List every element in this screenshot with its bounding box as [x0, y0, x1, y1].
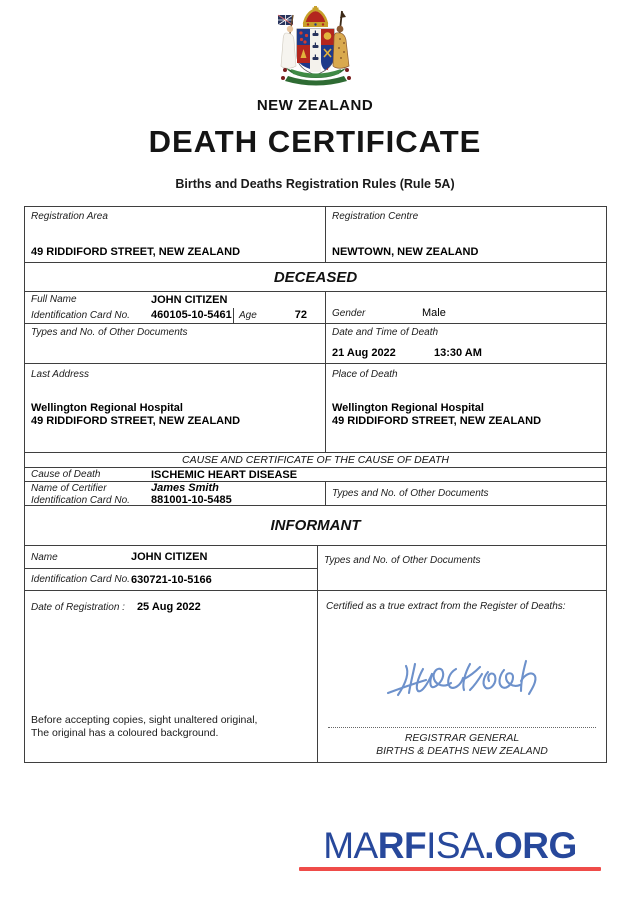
- document-title: DEATH CERTIFICATE: [148, 124, 482, 159]
- copy-notice-line2: The original has a coloured background.: [31, 727, 219, 739]
- informant-name-label: Name: [31, 551, 58, 563]
- deceased-section-header: [25, 262, 606, 291]
- marfisa-logo-text: [299, 826, 601, 866]
- death-datetime-cell: [326, 324, 606, 363]
- other-docs-label: Types and No. of Other Documents: [31, 327, 188, 338]
- certified-extract-label: Certified as a true extract from the Register of Deaths:: [326, 601, 566, 612]
- certifier-name-value: James Smith: [151, 482, 219, 494]
- registration-area-cell: [25, 207, 326, 262]
- age-label: Age: [239, 309, 257, 321]
- certifier-id-label: Identification Card No.: [31, 494, 130, 506]
- gender-cell: [326, 292, 606, 323]
- informant-section-title: INFORMANT: [270, 517, 361, 534]
- copy-notice-line1: Before accepting copies, sight unaltered original,: [31, 714, 258, 726]
- place-of-death-line1: Wellington Regional Hospital: [332, 402, 484, 414]
- registration-centre-label: Registration Centre: [332, 211, 419, 222]
- logo-segment-3: ISA: [426, 825, 485, 866]
- cause-section-title: CAUSE AND CERTIFICATE OF THE CAUSE OF DEATH: [181, 454, 449, 466]
- last-address-line1: Wellington Regional Hospital: [31, 402, 183, 414]
- deceased-id-value: 460105-10-5461: [151, 309, 232, 322]
- place-of-death-cell: [326, 364, 606, 452]
- full-name-value: JOHN CITIZEN: [151, 293, 228, 306]
- certifier-name-line: [25, 482, 325, 494]
- copy-notice: [31, 714, 257, 740]
- registration-centre-value: NEWTOWN, NEW ZEALAND: [332, 246, 479, 258]
- cause-section-header: [25, 452, 606, 467]
- informant-id-line: [25, 569, 317, 590]
- deceased-name-id-cell: [25, 292, 326, 323]
- country-label: NEW ZEALAND: [256, 97, 374, 114]
- deceased-identity-row: [25, 291, 606, 323]
- registrar-title-line1: REGISTRAR GENERAL: [404, 732, 520, 744]
- informant-name-value: JOHN CITIZEN: [131, 551, 208, 563]
- signature-dotted-line: [328, 727, 596, 728]
- informant-id-label: Identification Card No.: [31, 574, 130, 585]
- informant-other-docs-label: Types and No. of Other Documents: [324, 555, 481, 566]
- informant-id-value: 630721-10-5166: [131, 573, 212, 586]
- certifier-other-docs-label: Types and No. of Other Documents: [332, 488, 489, 499]
- death-datetime-label: Date and Time of Death: [332, 327, 439, 338]
- logo-underline: [299, 867, 601, 871]
- last-address-value: [31, 402, 240, 428]
- place-of-death-line2: 49 RIDDIFORD STREET, NEW ZEALAND: [332, 415, 542, 427]
- death-date-value: 21 Aug 2022: [332, 347, 396, 359]
- certifier-row: [25, 481, 606, 505]
- informant-section-header: [25, 505, 606, 545]
- logo-segment-4: .ORG: [484, 825, 577, 866]
- document-subtitle: Births and Deaths Registration Rules (Rule 5A): [175, 177, 455, 191]
- registration-date-cell: [25, 591, 317, 762]
- certificate-table: [24, 206, 607, 763]
- certifier-cell: [25, 482, 326, 505]
- death-datetime-value: [332, 347, 482, 359]
- registrar-signature-icon: [318, 653, 606, 710]
- id-age-line: [25, 308, 325, 324]
- registrar-title-line2: BIRTHS & DEATHS NEW ZEALAND: [376, 745, 548, 757]
- last-address-line2: 49 RIDDIFORD STREET, NEW ZEALAND: [31, 415, 241, 427]
- deceased-id-label: Identification Card No.: [31, 309, 130, 321]
- place-of-death-label: Place of Death: [332, 369, 398, 380]
- other-docs-cell: [25, 324, 326, 363]
- registration-row: [25, 207, 606, 262]
- last-address-cell: [25, 364, 326, 452]
- nz-coat-of-arms-icon: [258, 6, 373, 96]
- cause-of-death-value: ISCHEMIC HEART DISEASE: [151, 468, 298, 481]
- full-name-label: Full Name: [31, 294, 77, 306]
- logo-segment-2: RF: [377, 825, 427, 866]
- gender-label: Gender: [332, 308, 366, 319]
- place-of-death-value: [332, 402, 541, 428]
- docs-datetime-row: [25, 323, 606, 363]
- informant-name-line: [25, 546, 317, 569]
- registration-certification-row: [25, 590, 606, 762]
- age-box: [233, 308, 325, 324]
- deceased-section-title: DECEASED: [273, 268, 358, 286]
- registration-area-value: 49 RIDDIFORD STREET, NEW ZEALAND: [31, 246, 241, 258]
- certifier-id-line: [25, 494, 325, 506]
- certifier-other-docs-cell: [326, 482, 606, 505]
- registrar-title: [318, 732, 606, 758]
- informant-identity-row: [25, 545, 606, 590]
- full-name-line: [25, 292, 325, 308]
- age-value: 72: [294, 309, 308, 322]
- last-address-label: Last Address: [31, 369, 89, 380]
- registration-date-label: Date of Registration :: [31, 602, 125, 613]
- cause-of-death-row: [25, 467, 606, 481]
- marfisa-logo: [299, 826, 601, 871]
- death-time-value: 13:30 AM: [434, 347, 482, 359]
- informant-name-id-cell: [25, 546, 317, 590]
- registration-date-line: [31, 601, 201, 613]
- informant-other-docs-cell: [317, 546, 606, 590]
- registration-centre-cell: [326, 207, 606, 262]
- gender-value: Male: [422, 307, 446, 319]
- registration-date-value: 25 Aug 2022: [136, 601, 201, 613]
- certifier-id-value: 881001-10-5485: [151, 494, 232, 506]
- address-place-row: [25, 363, 606, 452]
- certifier-name-label: Name of Certifier: [31, 482, 107, 494]
- logo-segment-1: MA: [323, 825, 378, 866]
- registration-area-label: Registration Area: [31, 211, 108, 222]
- certification-cell: [317, 591, 606, 762]
- cause-of-death-label: Cause of Death: [31, 469, 101, 480]
